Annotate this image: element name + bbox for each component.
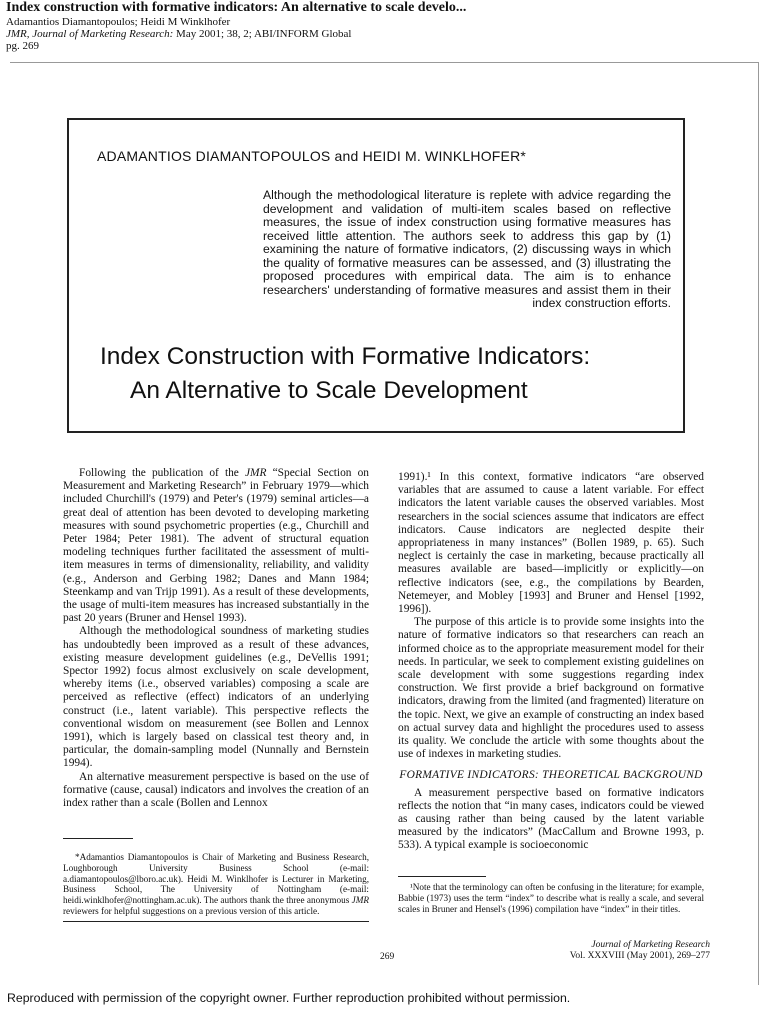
journal-details: May 2001; 38, 2; ABI/INFORM Global [173,28,352,40]
body-column-left [63,467,369,810]
journal-reference-name: Journal of Marketing Research [591,940,710,950]
body-paragraph: Although the methodological soundness of marketing studies has undoubtedly been improved as a result of these advances, existing measure development guidelines (e.g., DeVellis 1991; Spector 1992) focus almost exclusively on scale development, whereby items (i.e., observed variables) composing a scale are perceived as reflective (effect) indicators of an underlying construct (i.e., latent variable). This perspective reflects the conventional wisdom on measurement (see Bollen and Lennox 1991), which is largely based on classical test theory and, in particular, the domain-sampling model (Nunnally and Bernstein 1994). [63,625,369,770]
body-text: Following the publication of the [79,467,245,479]
reproduction-notice: Reproduced with permission of the copyright owner. Further reproduction prohibited without permission. [7,991,571,1005]
document-source [6,28,762,40]
journal-name: JMR, Journal of Marketing Research: [6,28,174,40]
author-footnote [63,852,369,917]
footnote-rule [398,876,486,877]
footnote-bottom-rule [63,921,369,922]
body-paragraph: The purpose of this article is to provide some insights into the nature of formative indicators so that researchers can reach an informed choice as to the appropriate measurement model for their needs. In particular, we seek to complement existing guidelines on scale development with some suggestions regarding index construction. We first provide a brief background on formative indicators, drawing from the limited (and fragmented) literature on the topic. Next, we give an example of constructing an index based on actual survey data and highlight the procedures used to assess its quality. We conclude the article with some thoughts about the use of indexes in marketing studies. [398,616,704,761]
article-authors: ADAMANTIOS DIAMANTOPOULOS and HEIDI M. WINKLHOFER* [97,148,527,164]
jmr-italic: JMR [351,895,369,906]
document-header [6,0,762,52]
article-title-line-1: Index Construction with Formative Indicators: [100,343,591,370]
document-title: Index construction with formative indicators: An alternative to scale develo... [6,0,467,15]
article-title-line-2: An Alternative to Scale Development [130,377,528,404]
terminology-footnote: ¹Note that the terminology can often be confusing in the literature; for example, Babbie (1973) uses the term “index” to describe what is really a scale, and several scales in Bruner and Hensel's (1996) compilation have “index” in their titles. [398,882,704,914]
article-title [100,340,700,408]
journal-reference-volume: Vol. XXXVIII (May 2001), 269–277 [569,951,710,961]
body-text: “Special Section on Measurement and Marketing Research” in February 1979—which included Churchill's (1979) and Peter's (1979) seminal articles—a great deal of attention has been devoted to developing marketing measures with sound psychometric properties (e.g., Churchill and Peter 1984; Peter 1981). The advent of structural equation modeling techniques further facilitated the assessment of multi-item measures in terms of dimensionality, reliability, and validity (e.g., Anderson and Gerbing 1982; Danes and Mann 1984; Steenkamp and van Trijp 1991). As a result of these developments, the usage of multi-item measures has increased substantially in the past 20 years (Bruner and Hensel 1993). [63,467,369,625]
footnote-text: *Adamantios Diamantopoulos is Chair of Marketing and Business Research, Loughborough University Business School (e-mail: a.diamantopoulos@lboro.ac.uk). Heidi M. Winklhofer is Lecturer in Marketing, Business School, The University of Nottingham (e-mail: heidi.winklhofer@nottingham.ac.uk). The authors thank the three anonymous [63,852,369,906]
body-paragraph: An alternative measurement perspective is based on the use of formative (cause, causal) indicators and involves the creation of an index rather than a scale (Bollen and Lennox [63,770,369,810]
body-column-right [398,471,704,853]
jmr-italic: JMR [244,467,267,479]
document-authors: Adamantios Diamantopoulos; Heidi M Winklhofer [6,16,231,28]
body-paragraph: A measurement perspective based on formative indicators reflects the notion that “in many cases, indicators could be viewed as causing rather than being caused by the latent variable measured by the indicators” (MacCallum and Browne 1993, p. 533). A typical example is socioeconomic [398,786,704,852]
document-page: pg. 269 [6,40,39,52]
journal-reference [550,940,710,962]
section-heading: FORMATIVE INDICATORS: THEORETICAL BACKGROUND [399,769,703,782]
page-number: 269 [380,952,395,962]
article-abstract: Although the methodological literature is replete with advice regarding the development and validation of multi-item scales based on reflective measures, the issue of index construction using formative measures has received little attention. The authors seek to address this gap by (1) examining the nature of formative indicators, (2) discussing ways in which the quality of formative measures can be assessed, and (3) illustrating the proposed procedures with empirical data. The aim is to enhance researchers' understanding of formative measures and assist them in their index construction efforts. [263,188,671,310]
footnote-text: reviewers for helpful suggestions on a previous version of this article. [63,905,320,916]
footnote-rule [63,838,133,839]
body-paragraph [63,467,369,625]
body-paragraph: 1991).¹ In this context, formative indicators “are observed variables that are assumed to cause a latent variable. For effect indicators the latent variable causes the observed variables. Most researchers in the social sciences assume that indicators are effect indicators. Cause indicators are neglected despite their appropriateness in many instances” (Bollen 1989, p. 65). Such neglect is certainly the case in marketing, because practically all measures available are based—implicitly or explicitly—on reflective indicators (see, e.g., the compilations by Bearden, Netemeyer, and Mobley [1993] and Bruner and Hensel [1992, 1996]). [398,471,704,616]
